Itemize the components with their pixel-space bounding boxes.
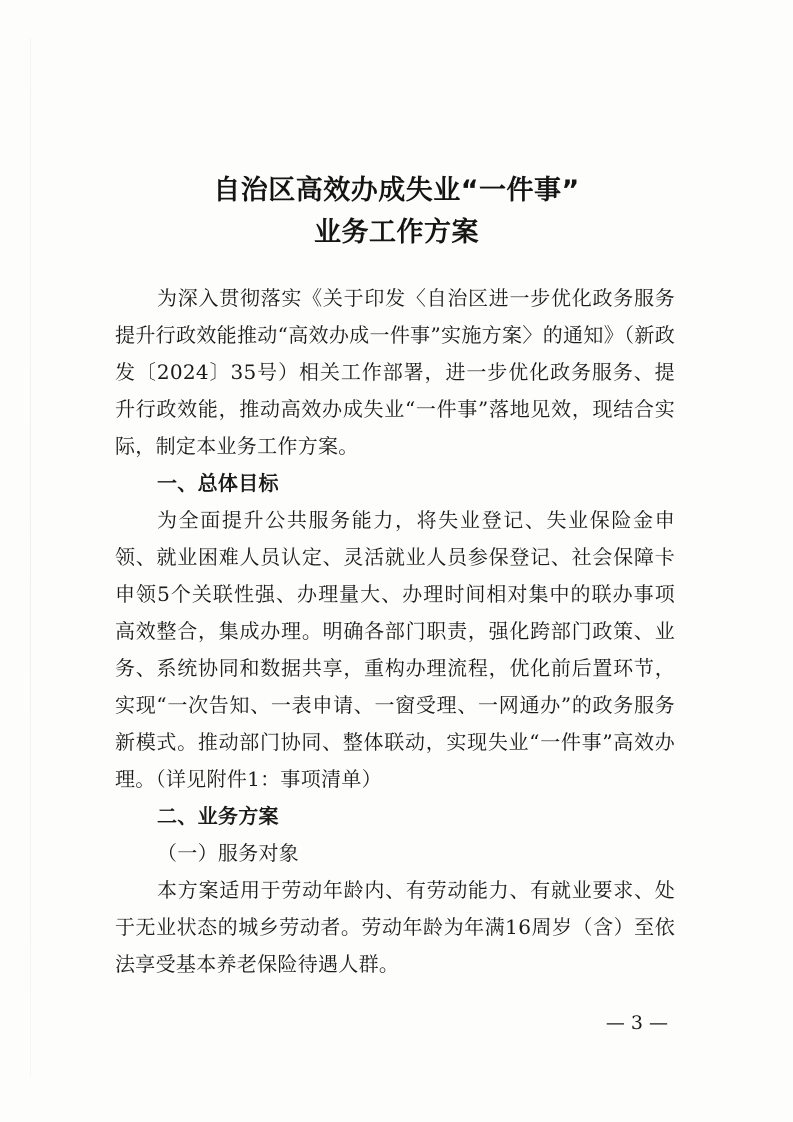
document-body	[115, 280, 675, 983]
intro-paragraph: 为深入贯彻落实《关于印发〈自治区进一步优化政务服务提升行政效能推动“高效办成一件事”实施方案〉的通知》（新政发〔2024〕35号）相关工作部署，进一步优化政务服务、提升行政效能，推动高效办成失业“一件事”落地见效，现结合实际，制定本业务工作方案。	[115, 286, 675, 458]
document-title-line-1: 自治区高效办成失业“一件事”	[213, 175, 580, 206]
document-title-line-2: 业务工作方案	[314, 217, 479, 248]
section-2-subheading: （一）服务对象	[157, 841, 300, 865]
section-2-heading: 二、业务方案	[157, 804, 279, 828]
page-number: — 3 —	[605, 1012, 668, 1034]
section-1-heading: 一、总体目标	[157, 471, 279, 495]
section-2-paragraph: 本方案适用于劳动年龄内、有劳动能力、有就业要求、处于无业状态的城乡劳动者。劳动年龄为年满16周岁（含）至依法享受基本养老保险待遇人群。	[115, 878, 675, 976]
section-1-paragraph: 为全面提升公共服务能力，将失业登记、失业保险金申领、就业困难人员认定、灵活就业人员参保登记、社会保障卡申领5个关联性强、办理量大、办理时间相对集中的联办事项高效整合，集成办理。明确各部门职责，强化跨部门政策、业务、系统协同和数据共享，重构办理流程，优化前后置环节，实现“一次告知、一表申请、一窗受理、一网通办”的政务服务新模式。推动部门协同、整体联动，实现失业“一件事”高效办理。（详见附件1：事项清单）	[115, 508, 675, 791]
